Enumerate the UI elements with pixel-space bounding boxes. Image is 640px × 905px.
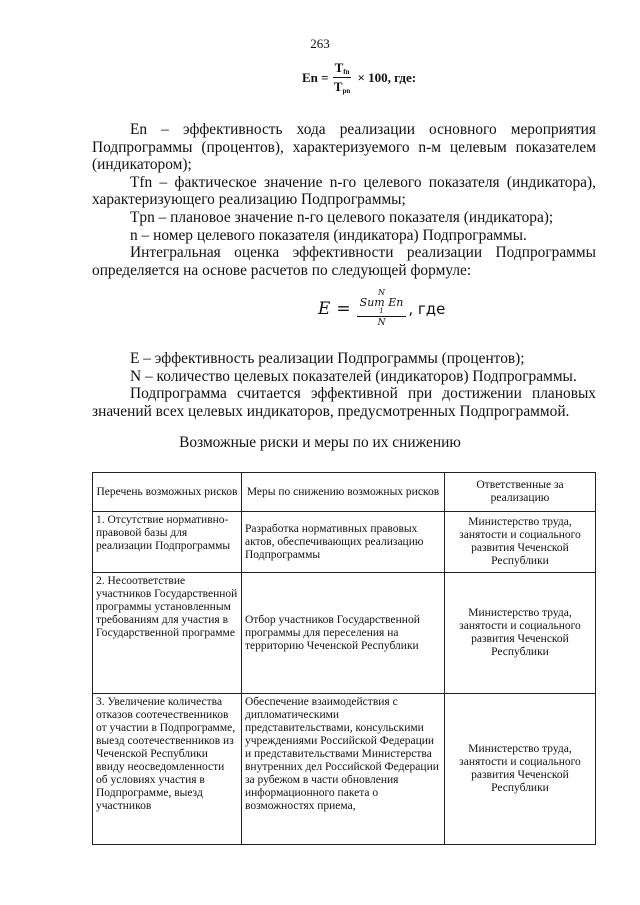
table-row xyxy=(93,573,596,694)
risks-table xyxy=(92,472,596,845)
table-header-row xyxy=(93,473,596,512)
section-title: Возможные риски и меры по их снижению xyxy=(179,434,461,451)
fraction-numerator: $T_{fn}$ xyxy=(334,60,350,76)
definition-paragraph: Tpn – плановое значение n-го целевого показателя (индикатора); xyxy=(130,208,554,226)
table-header: Перечень возможных рисков xyxy=(93,473,242,512)
definition-paragraph: Интегральная оценка эффективности реализации Подпрограммы определяется на основе расчетов по следующей формуле: xyxy=(92,244,596,279)
definition-paragraph: Tfn – фактическое значение n-го целевого показателя (индикатора), характеризующего реализацию Подпрограммы; xyxy=(92,173,596,209)
measure-cell: Разработка нормативных правовых актов, обеспечивающих реализацию Подпрограммы xyxy=(242,512,445,573)
definition-paragraph: E – эффективность реализации Подпрограммы (процентов); xyxy=(130,350,525,367)
table-header: Меры по снижению возможных рисков xyxy=(242,473,445,512)
table-row xyxy=(93,694,596,845)
integral-fraction xyxy=(357,288,407,329)
integral-denominator: N xyxy=(377,318,386,328)
integral-tail: , где xyxy=(408,299,446,318)
definition-paragraph: En – эффективность хода реализации основного мероприятия Подпрограммы (процентов), характеризуемого n-м целевым показателем (индикатором); xyxy=(92,121,596,174)
table-header: Ответственные за реализацию xyxy=(445,473,596,512)
efficiency-formula xyxy=(302,60,416,95)
integral-lhs: E xyxy=(318,298,331,319)
responsible-cell: Министерство труда, занятости и социального развития Чеченской Республики xyxy=(445,573,596,694)
definition-paragraph: N – количество целевых показателей (индикаторов) Подпрограммы. xyxy=(130,367,577,385)
risk-cell: 2. Несоответствие участников Государственной программы установленным требованиям для участия в Государственной программе xyxy=(93,573,242,694)
formula-fraction xyxy=(333,60,352,95)
measure-cell: Обеспечение взаимодействия с дипломатическими представительствами, консульскими учреждениями Российской Федерации и представительствами Министерства внутренних дел Российской Федерации за рубежом в части обновления информационного пакета о возможностях приема, xyxy=(242,694,445,845)
page-number: 263 xyxy=(310,36,330,51)
fraction-denominator: $T_{pn}$ xyxy=(333,79,351,95)
table-row xyxy=(93,512,596,573)
measure-cell: Отбор участников Государственной программы для переселения на территорию Чеченской Республики xyxy=(242,573,445,694)
risk-cell: 1. Отсутствие нормативно-правовой базы для реализации Подпрограммы xyxy=(93,512,242,573)
integral-formula xyxy=(318,288,445,329)
sum-expression: Sum En xyxy=(359,296,404,309)
sum-upper-limit: N xyxy=(378,288,385,297)
risk-cell: 3. Увеличение количества отказов соотечественников от участии в Подпрограмме, выезд соотечественников из Чеченской Республики ввиду неосведомленности об условиях участия в Подпрограмме, выезд участников xyxy=(93,694,242,845)
responsible-cell: Министерство труда, занятости и социального развития Чеченской Республики xyxy=(445,694,596,845)
definition-paragraph: Подпрограмма считается эффективной при достижении плановых значений всех целевых индикаторов, предусмотренных Подпрограммой. xyxy=(92,385,596,420)
formula-rhs: × 100, где: xyxy=(357,69,417,85)
definition-paragraph: n – номер целевого показателя (индикатора) Подпрограммы. xyxy=(130,226,527,244)
sum-lower-limit: 1 xyxy=(379,307,384,315)
formula-lhs: En = xyxy=(302,69,329,85)
responsible-cell: Министерство труда, занятости и социального развития Чеченской Республики xyxy=(445,512,596,573)
integral-equals: = xyxy=(336,298,351,319)
definitions-block xyxy=(92,121,596,279)
definitions2-block xyxy=(92,350,596,420)
